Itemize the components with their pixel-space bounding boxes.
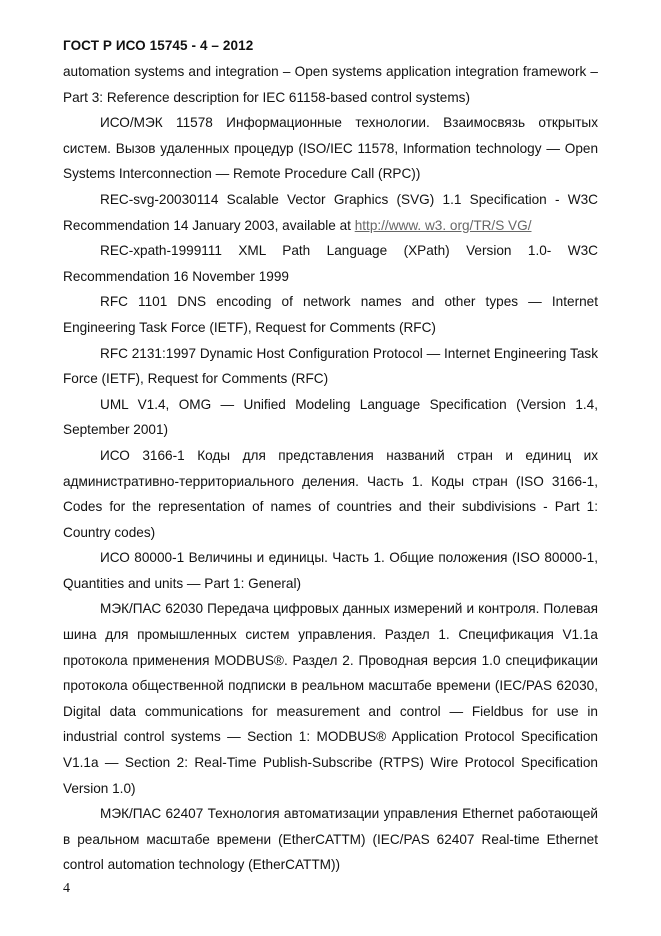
reference-rfc-2131: RFC 2131:1997 Dynamic Host Configuration Protocol — Internet Engineering Task Force (IETF), Request for Comments (RFC) [63, 345, 598, 387]
reference-iec-pas-62407: МЭК/ПАС 62407 Технология автоматизации управления Ethernet работающей в реальном масштабе времени (EtherCATТМ) (IEC/PAS 62407 Real-time Ethernet control automation technology (EtherCATТМ)) [63, 806, 598, 873]
reference-iso-80000: ИСО 80000-1 Величины и единицы. Часть 1. Общие положения (ISO 80000-1, Quantities and units — Part 1: General) [63, 550, 598, 591]
document-body [63, 59, 598, 878]
reference-rec-xpath: REC-xpath-1999111 XML Path Language (XPath) Version 1.0- W3C Recommendation 16 November 1999 [63, 243, 598, 284]
reference-rfc-1101: RFC 1101 DNS encoding of network names and other types — Internet Engineering Task Force (IETF), Request for Comments (RFC) [63, 294, 598, 335]
page-header: ГОСТ Р ИСО 15745 - 4 – 2012 [63, 38, 254, 53]
reference-iso-3166: ИСО 3166-1 Коды для представления названий стран и единиц их административно-территориального деления. Часть 1. Коды стран (ISO 3166-1, Codes for the representation of names of countries and their subdivisions - Part 1: Country codes) [63, 447, 598, 540]
reference-rec-svg-text: REC-svg-20030114 Scalable Vector Graphics (SVG) 1.1 Specification - W3C Recommendation 14 January 2003, available at [63, 191, 598, 233]
reference-iec-pas-62030: МЭК/ПАС 62030 Передача цифровых данных измерений и контроля. Полевая шина для промышленных систем управления. Раздел 1. Спецификация V1.1a протокола применения MODBUS®. Раздел 2. Проводная версия 1.0 спецификации протокола общественной подписки в реальном масштабе времени (IEC/PAS 62030, Digital data communications for measurement and control — Fieldbus for use in industrial control systems — Section 1: MODBUS® Application Protocol Specification V1.1a — Section 2: Real-Time Publish-Subscribe (RTPS) Wire Protocol Specification Version 1.0) [63, 601, 598, 796]
paragraph-continuation: automation systems and integration – Open systems application integration framework – Part 3: Reference description for IEC 61158-based control systems) [63, 64, 598, 105]
reference-iso-iec-11578: ИСО/МЭК 11578 Информационные технологии. Взаимосвязь открытых систем. Вызов удаленных процедур (ISO/IEC 11578, Information technology — Open Systems Interconnection — Remote Procedure Call (RPC)) [63, 115, 598, 182]
page-number: 4 [63, 881, 70, 896]
svg-spec-link[interactable]: http://www. w3. org/TR/S VG/ [354, 217, 532, 233]
reference-uml: UML V1.4, OMG — Unified Modeling Language Specification (Version 1.4, September 2001) [63, 396, 598, 438]
reference-rec-svg [63, 187, 598, 238]
